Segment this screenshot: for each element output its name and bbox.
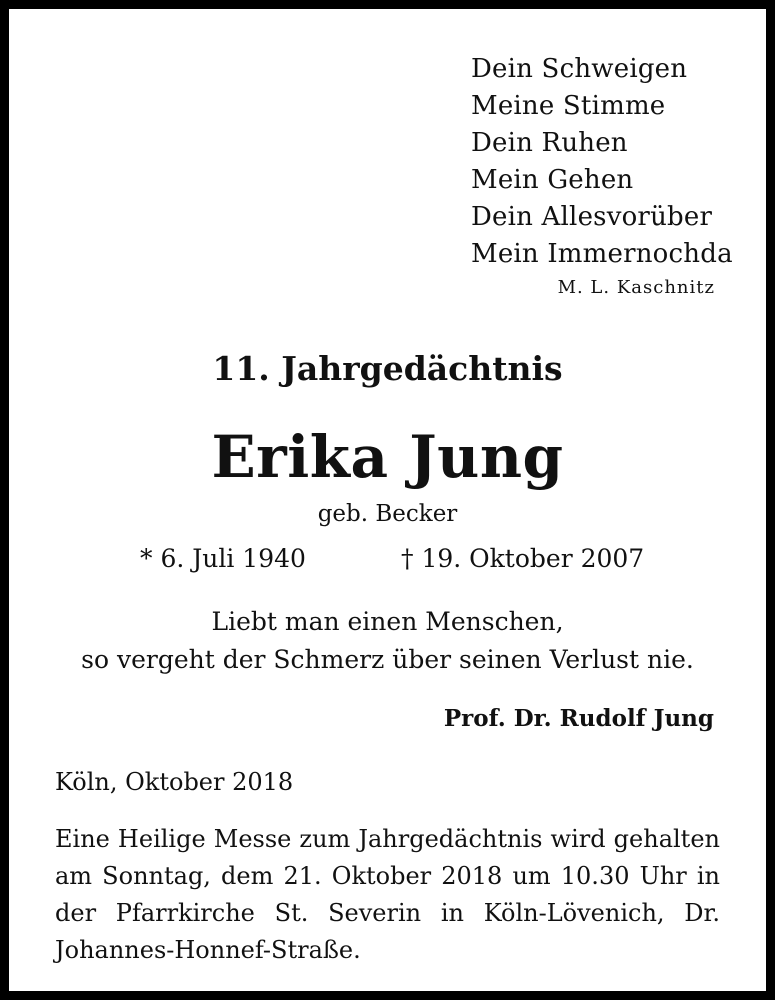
service-line: Eine Heilige Messe zum Jahrgedächtnis wird gehalten	[55, 825, 720, 853]
poem-line: Dein Schweigen	[471, 54, 688, 84]
quote-line: Liebt man einen Menschen,	[211, 607, 564, 636]
service-line: am Sonntag, dem 21. Oktober 2018 um 10.30 Uhr in	[55, 862, 720, 890]
poem-line: Mein Gehen	[471, 165, 634, 195]
poem-author: M. L. Kaschnitz	[557, 277, 715, 298]
poem-line: Dein Allesvorüber	[471, 202, 713, 232]
service-line: der Pfarrkirche St. Severin in Köln-Lövenich, Dr.	[55, 899, 720, 927]
signer-name: Prof. Dr. Rudolf Jung	[443, 705, 714, 732]
birth-date: * 6. Juli 1940	[140, 544, 306, 573]
anniversary-heading: 11. Jahrgedächtnis	[212, 349, 563, 388]
poem-line: Dein Ruhen	[471, 128, 628, 158]
birth-name: geb. Becker	[317, 501, 458, 527]
poem-line: Meine Stimme	[471, 91, 666, 121]
poem-line: Mein Immernochda	[471, 239, 733, 269]
quote	[9, 603, 766, 679]
deceased-name: Erika Jung	[211, 423, 564, 491]
service-line: Johannes-Honnef-Straße.	[55, 936, 361, 964]
death-date: † 19. Oktober 2007	[401, 544, 645, 573]
poem	[471, 51, 733, 273]
place-date: Köln, Oktober 2018	[55, 768, 294, 796]
quote-line: so vergeht der Schmerz über seinen Verlust nie.	[81, 645, 694, 674]
service-announcement	[55, 821, 720, 969]
